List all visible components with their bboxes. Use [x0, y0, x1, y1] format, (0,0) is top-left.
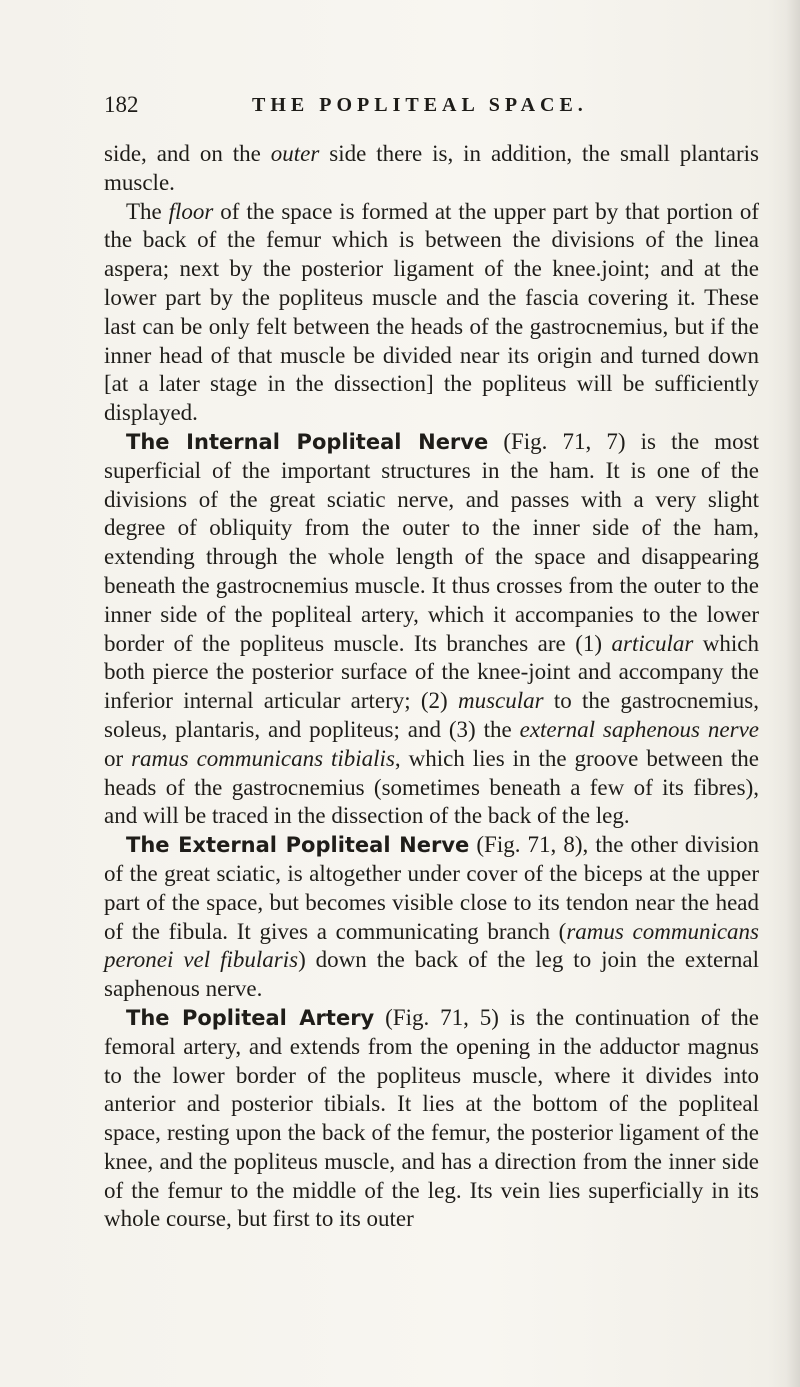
paragraph-2 — [104, 198, 759, 428]
italic-term: articular — [611, 630, 694, 656]
text-run: (Fig. 71, 7) is the most superficial of the important structures in the ham. It is one of the divisions of the great sciatic nerve, and passes with a very slight degree of obliquity from the outer to the inner side of the ham, extending through the whole length of the space and disappearing beneath the gastrocnemius muscle. It thus crosses from the outer to the inner side of the popliteal artery, which it accompanies to the lower border of the popliteus muscle. Its branches are (1) — [104, 428, 759, 656]
text-run: (Fig. 71, 8), the other division of the great sciatic, is altogether under cover of the biceps at the upper part of the space, but becomes visible close to its tendon near the head of the fibula. It gives a communicating branch ( — [104, 832, 759, 944]
text-run: The — [126, 198, 169, 224]
page-number: 182 — [104, 92, 139, 117]
body-text — [104, 140, 759, 1234]
text-run: which both pierce the posterior surface of the knee-joint and accompany the inferior internal articular artery; (2) — [104, 630, 759, 714]
paragraph-1 — [104, 140, 759, 198]
italic-term: floor — [168, 198, 214, 224]
paragraph-5 — [104, 1004, 759, 1234]
italic-term: ramus communicans tibialis — [131, 745, 395, 771]
text-run: side there is, in addition, the small plantaris muscle. — [104, 141, 759, 195]
page-header — [104, 92, 764, 128]
text-run: , which lies in the groove between the heads of the gastrocnemius (sometimes beneath a few of its fibres), and will be traced in the dissection of the back of the leg. — [104, 745, 759, 829]
text-run: ) down the back of the leg to join the external saphenous nerve. — [104, 947, 759, 1002]
section-heading: The External Popliteal Nerve — [126, 833, 470, 858]
paragraph-3 — [104, 428, 759, 831]
section-heading: The Internal Popliteal Nerve — [126, 429, 489, 454]
page-edge-shadow — [786, 0, 800, 1387]
text-run: (Fig. 71, 5) is the continuation of the femoral artery, and extends from the opening in the adductor magnus to the lower border of the popliteus muscle, where it divides into anterior and posterior tibials. It lies at the bottom of the popliteal space, resting upon the back of the femur, the posterior ligament of the knee, and the popliteus muscle, and has a direction from the inner side of the femur to the middle of the leg. Its vein lies superficially in its whole course, but first to its outer — [104, 1004, 759, 1232]
italic-term: ramus communicans peronei vel fibularis — [104, 918, 759, 973]
italic-term: external saphenous nerve — [519, 716, 759, 742]
text-run: or — [104, 745, 132, 771]
italic-term: outer — [270, 141, 320, 166]
section-heading: The Popliteal Artery — [126, 1005, 375, 1030]
text-run: of the space is formed at the upper part by that portion of the back of the femur which is between the divisions of the linea aspera; next by the posterior ligament of the knee.joint; and at the lower part by the popliteus muscle and the fascia covering it. These last can be only felt between the heads of the gastrocnemius, but if the inner head of that muscle be divided near its origin and turned down [at a later stage in the dissection] the popliteus will be sufficiently displayed. — [104, 198, 759, 426]
paragraph-4 — [104, 831, 759, 1004]
running-head: THE POPLITEAL SPACE. — [252, 94, 588, 116]
italic-term: muscular — [457, 688, 544, 714]
text-run: side, and on the — [104, 141, 271, 166]
text-run: to the gastrocnemius, soleus, plantaris, and popliteus; and (3) the — [104, 688, 759, 742]
